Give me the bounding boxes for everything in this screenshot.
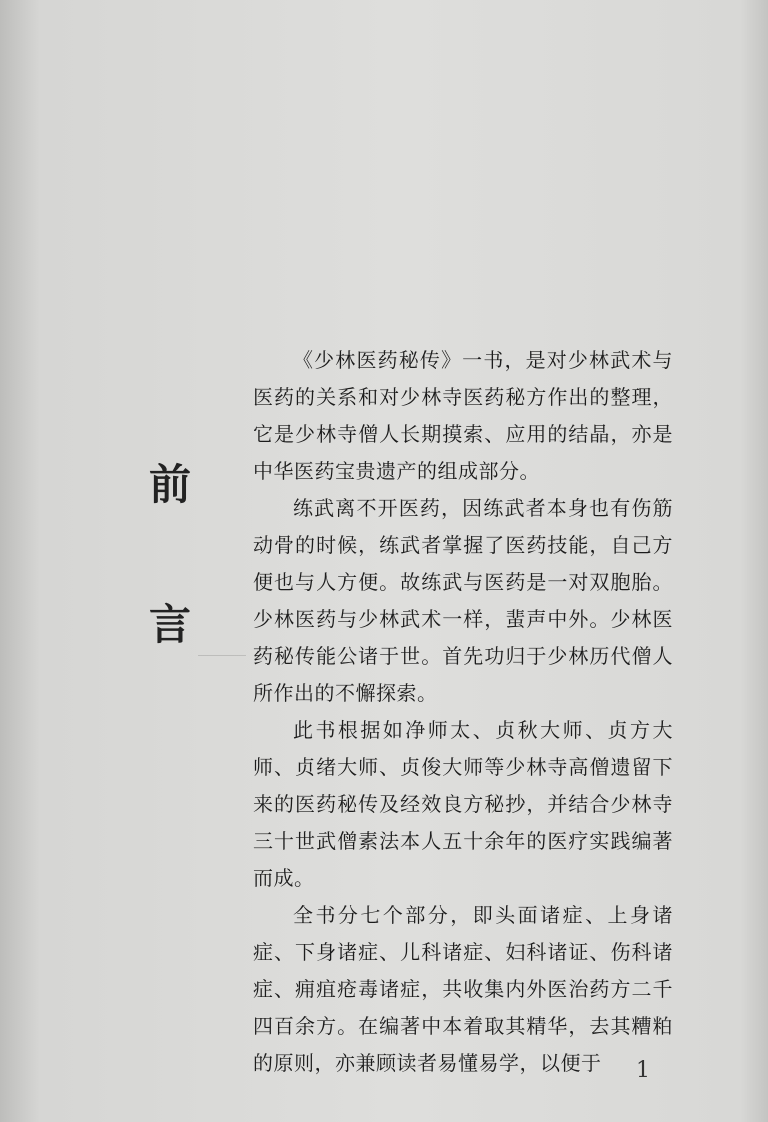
paragraph-3: 此书根据如净师太、贞秋大师、贞方大师、贞绪大师、贞俊大师等少林寺高僧遗留下来的医药秘传及经效良方秘抄，并结合少林寺三十世武僧素法本人五十余年的医疗实践编著而成。: [253, 718, 673, 890]
heading-char-yan: 言: [148, 600, 191, 649]
heading-char-qian: 前: [148, 460, 191, 509]
bleed-through-rule: [198, 655, 246, 656]
page-number: 1: [636, 1058, 650, 1083]
paragraph-2: 练武离不开医药，因练武者本身也有伤筋动骨的时候，练武者掌握了医药技能，自己方便也与人方便。故练武与医药是一对双胞胎。少林医药与少林武术一样，蜚声中外。少林医药秘传能公诸于世。首先功归于少林历代僧人所作出的不懈探索。: [253, 496, 673, 705]
paragraph-1: 《少林医药秘传》一书，是对少林武术与医药的关系和对少林寺医药秘方作出的整理，它是少林寺僧人长期摸索、应用的结晶，亦是中华医药宝贵遗产的组成部分。: [253, 348, 673, 483]
preface-body: [253, 342, 673, 1082]
paragraph-4: 全书分七个部分，即头面诸症、上身诸症、下身诸症、儿科诸症、妇科诸证、伤科诸症、痈疽疮毒诸症，共收集内外医治药方二千四百余方。在编著中本着取其精华，去其糟粕的原则，亦兼顾读者易懂易学，以便于: [253, 903, 673, 1075]
